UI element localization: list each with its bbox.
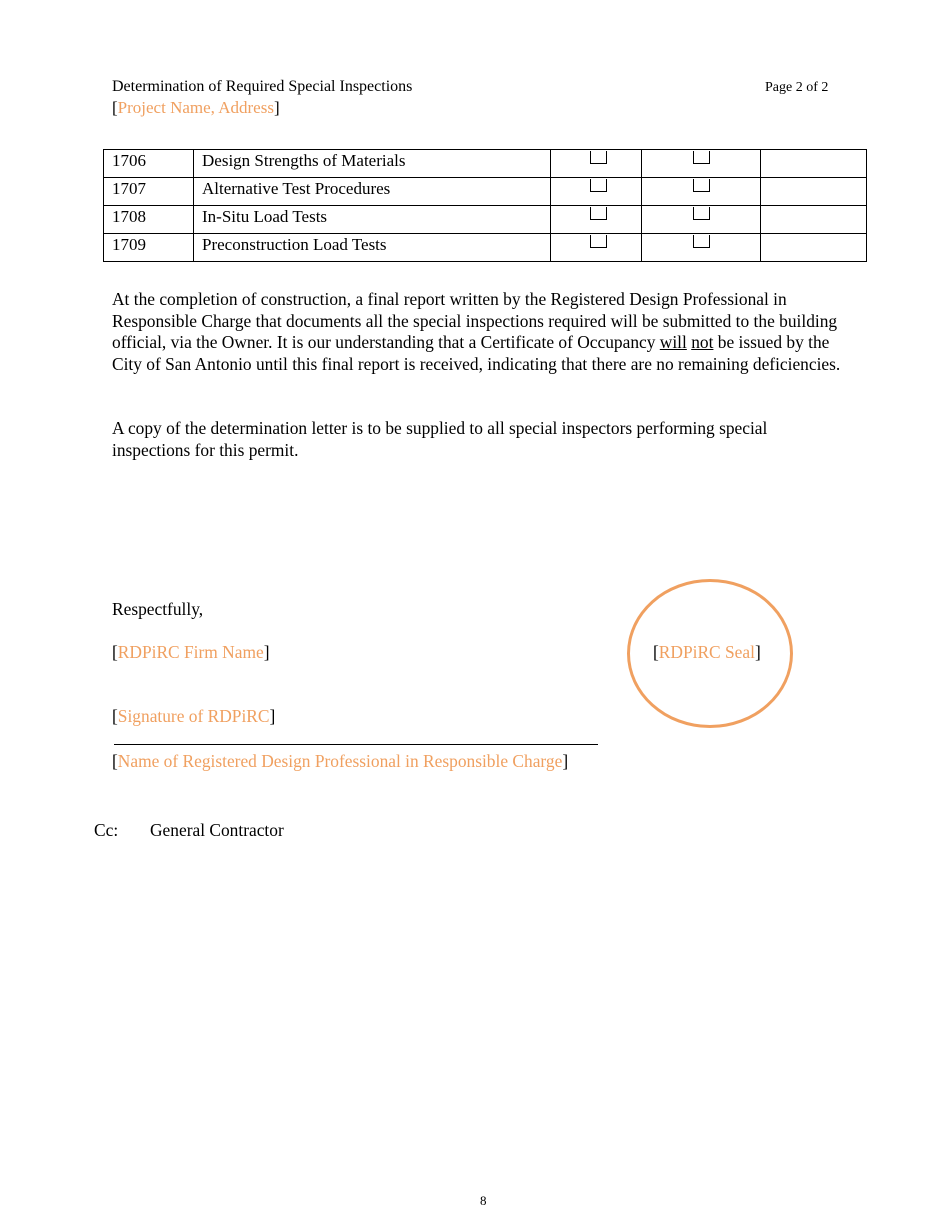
section-number: 1707 — [112, 179, 146, 198]
copy-letter-paragraph: A copy of the determination letter is to be supplied to all special inspectors performing special inspections for this permit. — [112, 418, 768, 460]
underlined-not: not — [691, 332, 714, 353]
table-row — [104, 206, 867, 234]
closing: Respectfully, — [112, 599, 204, 619]
section-description: Preconstruction Load Tests — [202, 235, 387, 254]
section-number: 1708 — [112, 207, 146, 226]
table-row — [104, 178, 867, 206]
signature-placeholder: [Signature of RDPiRC] — [112, 706, 276, 726]
checkbox[interactable] — [693, 179, 710, 192]
table-row — [104, 150, 867, 178]
paragraph-text: At the completion of construction, a final report written by the Registered Design Professional in Responsible Charge that documents all the special inspections required will be submitted to the building official, via the Owner. It is our understanding that a Certificate of Occupancy — [112, 289, 838, 353]
cc-label: Cc: — [94, 820, 119, 840]
remarks-cell — [761, 206, 867, 234]
checkbox[interactable] — [590, 151, 607, 164]
firm-name-text: RDPiRC Firm Name — [117, 642, 264, 662]
checkbox[interactable] — [590, 179, 607, 192]
rdp-name-placeholder: [Name of Registered Design Professional in Responsible Charge] — [112, 751, 569, 771]
page-indicator: Page 2 of 2 — [765, 80, 829, 95]
inspection-table — [103, 149, 867, 262]
checkbox[interactable] — [590, 235, 607, 248]
underlined-will: will — [659, 332, 687, 353]
section-number: 1706 — [112, 151, 146, 170]
project-placeholder: [Project Name, Address] — [112, 98, 280, 117]
section-description: Design Strengths of Materials — [202, 151, 406, 170]
project-placeholder-text: Project Name, Address — [117, 98, 274, 117]
rdp-name-text: Name of Registered Design Professional in Responsible Charge — [117, 751, 563, 771]
section-description: In-Situ Load Tests — [202, 207, 328, 226]
remarks-cell — [761, 234, 867, 262]
checkbox[interactable] — [693, 235, 710, 248]
firm-name-placeholder: [RDPiRC Firm Name] — [112, 642, 270, 662]
section-number: 1709 — [112, 235, 146, 254]
checkbox[interactable] — [590, 207, 607, 220]
final-report-paragraph — [112, 289, 842, 375]
table-row — [104, 234, 867, 262]
seal-text: RDPiRC Seal — [658, 642, 755, 662]
checkbox[interactable] — [693, 207, 710, 220]
page-number: 8 — [480, 1193, 487, 1208]
document-title: Determination of Required Special Inspections — [112, 78, 413, 95]
paragraph-text: be issued by the City of San Antonio until this final report is received, indicating that there are no remaining deficiencies. — [112, 332, 841, 374]
checkbox[interactable] — [693, 151, 710, 164]
remarks-cell — [761, 178, 867, 206]
seal-placeholder: [RDPiRC Seal] — [653, 642, 761, 662]
section-description: Alternative Test Procedures — [202, 179, 391, 198]
remarks-cell — [761, 150, 867, 178]
signature-line — [114, 744, 598, 745]
signature-text: Signature of RDPiRC — [117, 706, 270, 726]
cc-recipient: General Contractor — [150, 820, 284, 840]
